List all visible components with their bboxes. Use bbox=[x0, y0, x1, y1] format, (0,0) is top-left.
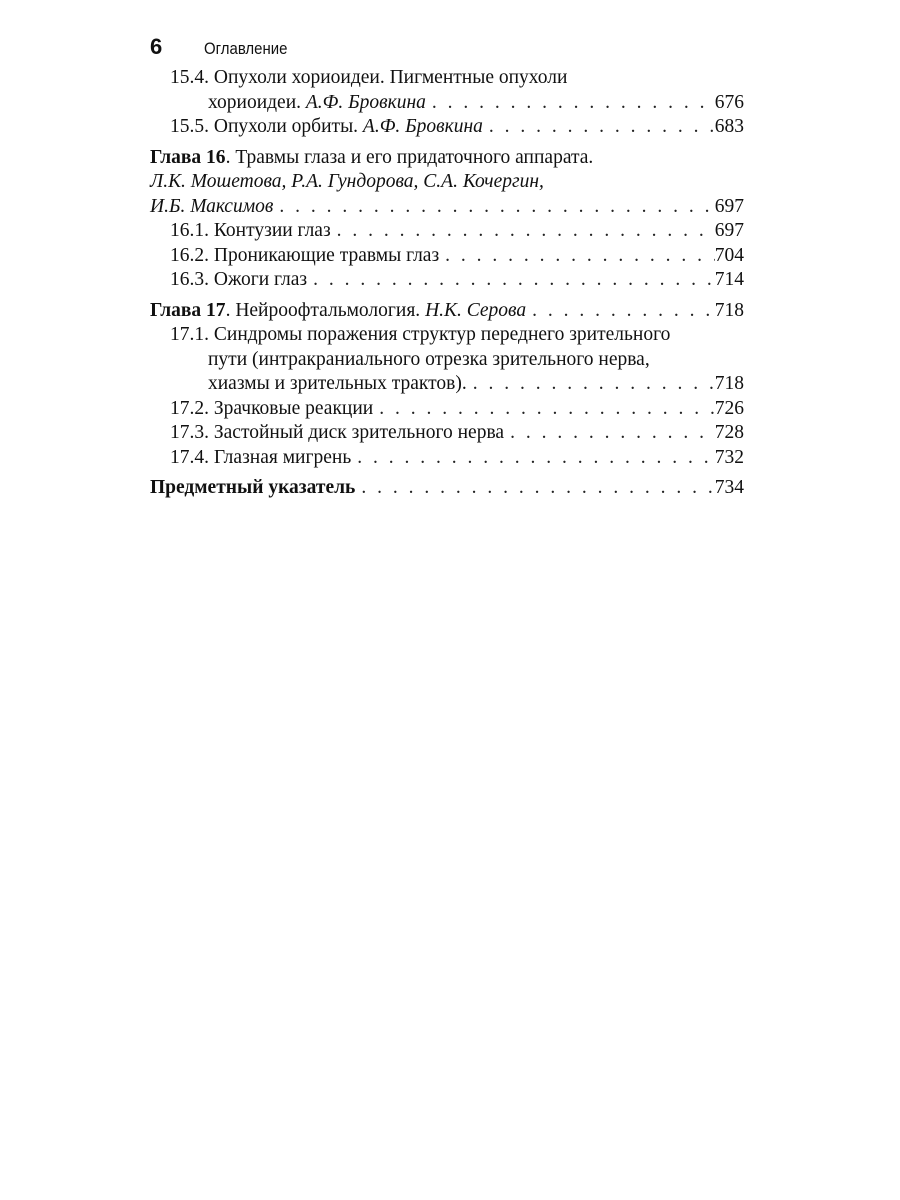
toc-entry-16-2 bbox=[150, 244, 744, 269]
toc-entry-15-5 bbox=[150, 115, 744, 140]
running-head bbox=[150, 34, 299, 60]
toc-entry-16-1 bbox=[150, 219, 744, 244]
table-of-contents bbox=[150, 66, 744, 501]
toc-page-number: 714 bbox=[714, 269, 744, 290]
toc-entry-text: 15.4. Опухоли хориоидеи. Пигментные опухоли bbox=[170, 67, 568, 88]
leader-dots bbox=[273, 195, 714, 220]
chapter-title: . Травмы глаза и его придаточного аппарата. bbox=[225, 146, 594, 168]
toc-page-number: 718 bbox=[714, 373, 744, 394]
toc-page-number: 732 bbox=[714, 446, 744, 468]
chapter-authors: И.Б. Максимов bbox=[150, 195, 274, 217]
leader-dots bbox=[307, 268, 715, 293]
leader-dots bbox=[504, 421, 715, 446]
toc-page-number: 728 bbox=[714, 422, 744, 443]
toc-entry-text: пути (интракраниального отрезка зрительного нерва, bbox=[208, 348, 650, 370]
leader-dots bbox=[331, 219, 715, 244]
toc-page-number: 697 bbox=[714, 220, 744, 241]
toc-entry-text: 16.1. Контузии глаз bbox=[170, 220, 331, 241]
leader-dots bbox=[355, 476, 714, 501]
toc-entry-text: 17.4. Глазная мигрень bbox=[170, 446, 352, 468]
toc-entry-15-4 bbox=[150, 66, 744, 115]
toc-page-number: 676 bbox=[714, 91, 744, 113]
leader-dots bbox=[483, 115, 715, 140]
section-title: Оглавление bbox=[204, 39, 288, 58]
toc-page-number: 697 bbox=[714, 195, 744, 217]
toc-entry-17-1 bbox=[150, 323, 744, 397]
toc-entry-text: 16.2. Проникающие травмы глаз bbox=[170, 244, 440, 266]
page-number: 6 bbox=[150, 34, 163, 59]
toc-entry-text: хориоидеи. bbox=[208, 91, 306, 113]
toc-entry-text: 15.5. Опухоли орбиты. bbox=[170, 116, 363, 137]
leader-dots bbox=[426, 91, 715, 116]
toc-page-number: 734 bbox=[714, 477, 744, 498]
toc-page-number: 718 bbox=[714, 299, 744, 321]
toc-entry-text: хиазмы и зрительных трактов). bbox=[208, 373, 467, 394]
leader-dots bbox=[439, 244, 715, 269]
chapter-authors: Л.К. Мошетова, Р.А. Гундорова, С.А. Кочергин, bbox=[150, 171, 544, 192]
toc-entry-author: А.Ф. Бровкина bbox=[362, 116, 483, 137]
toc-chapter-17 bbox=[150, 299, 744, 324]
leader-dots bbox=[467, 372, 715, 397]
toc-page-number: 704 bbox=[714, 244, 744, 266]
toc-entry-17-2 bbox=[150, 397, 744, 422]
toc-page-number: 683 bbox=[714, 116, 744, 137]
toc-entry-text: 16.3. Ожоги глаз bbox=[170, 269, 308, 290]
toc-entry-16-3 bbox=[150, 268, 744, 293]
chapter-label: Глава 17 bbox=[150, 299, 226, 321]
toc-entry-17-4 bbox=[150, 446, 744, 471]
leader-dots bbox=[526, 299, 715, 324]
toc-chapter-16 bbox=[150, 146, 744, 220]
chapter-authors: Н.К. Серова bbox=[425, 299, 527, 321]
toc-entry-17-3 bbox=[150, 421, 744, 446]
toc-entry-author: А.Ф. Бровкина bbox=[305, 91, 426, 113]
toc-subject-index bbox=[150, 476, 744, 501]
toc-entry-text: 17.1. Синдромы поражения структур переднего зрительного bbox=[170, 324, 671, 345]
toc-entry-text: 17.2. Зрачковые реакции bbox=[170, 397, 374, 419]
chapter-label: Глава 16 bbox=[150, 146, 226, 168]
leader-dots bbox=[373, 397, 715, 422]
index-label: Предметный указатель bbox=[150, 477, 356, 498]
chapter-title: . Нейроофтальмология. bbox=[225, 299, 426, 321]
toc-page-number: 726 bbox=[714, 397, 744, 419]
toc-entry-text: 17.3. Застойный диск зрительного нерва bbox=[170, 422, 505, 443]
leader-dots bbox=[351, 446, 715, 471]
